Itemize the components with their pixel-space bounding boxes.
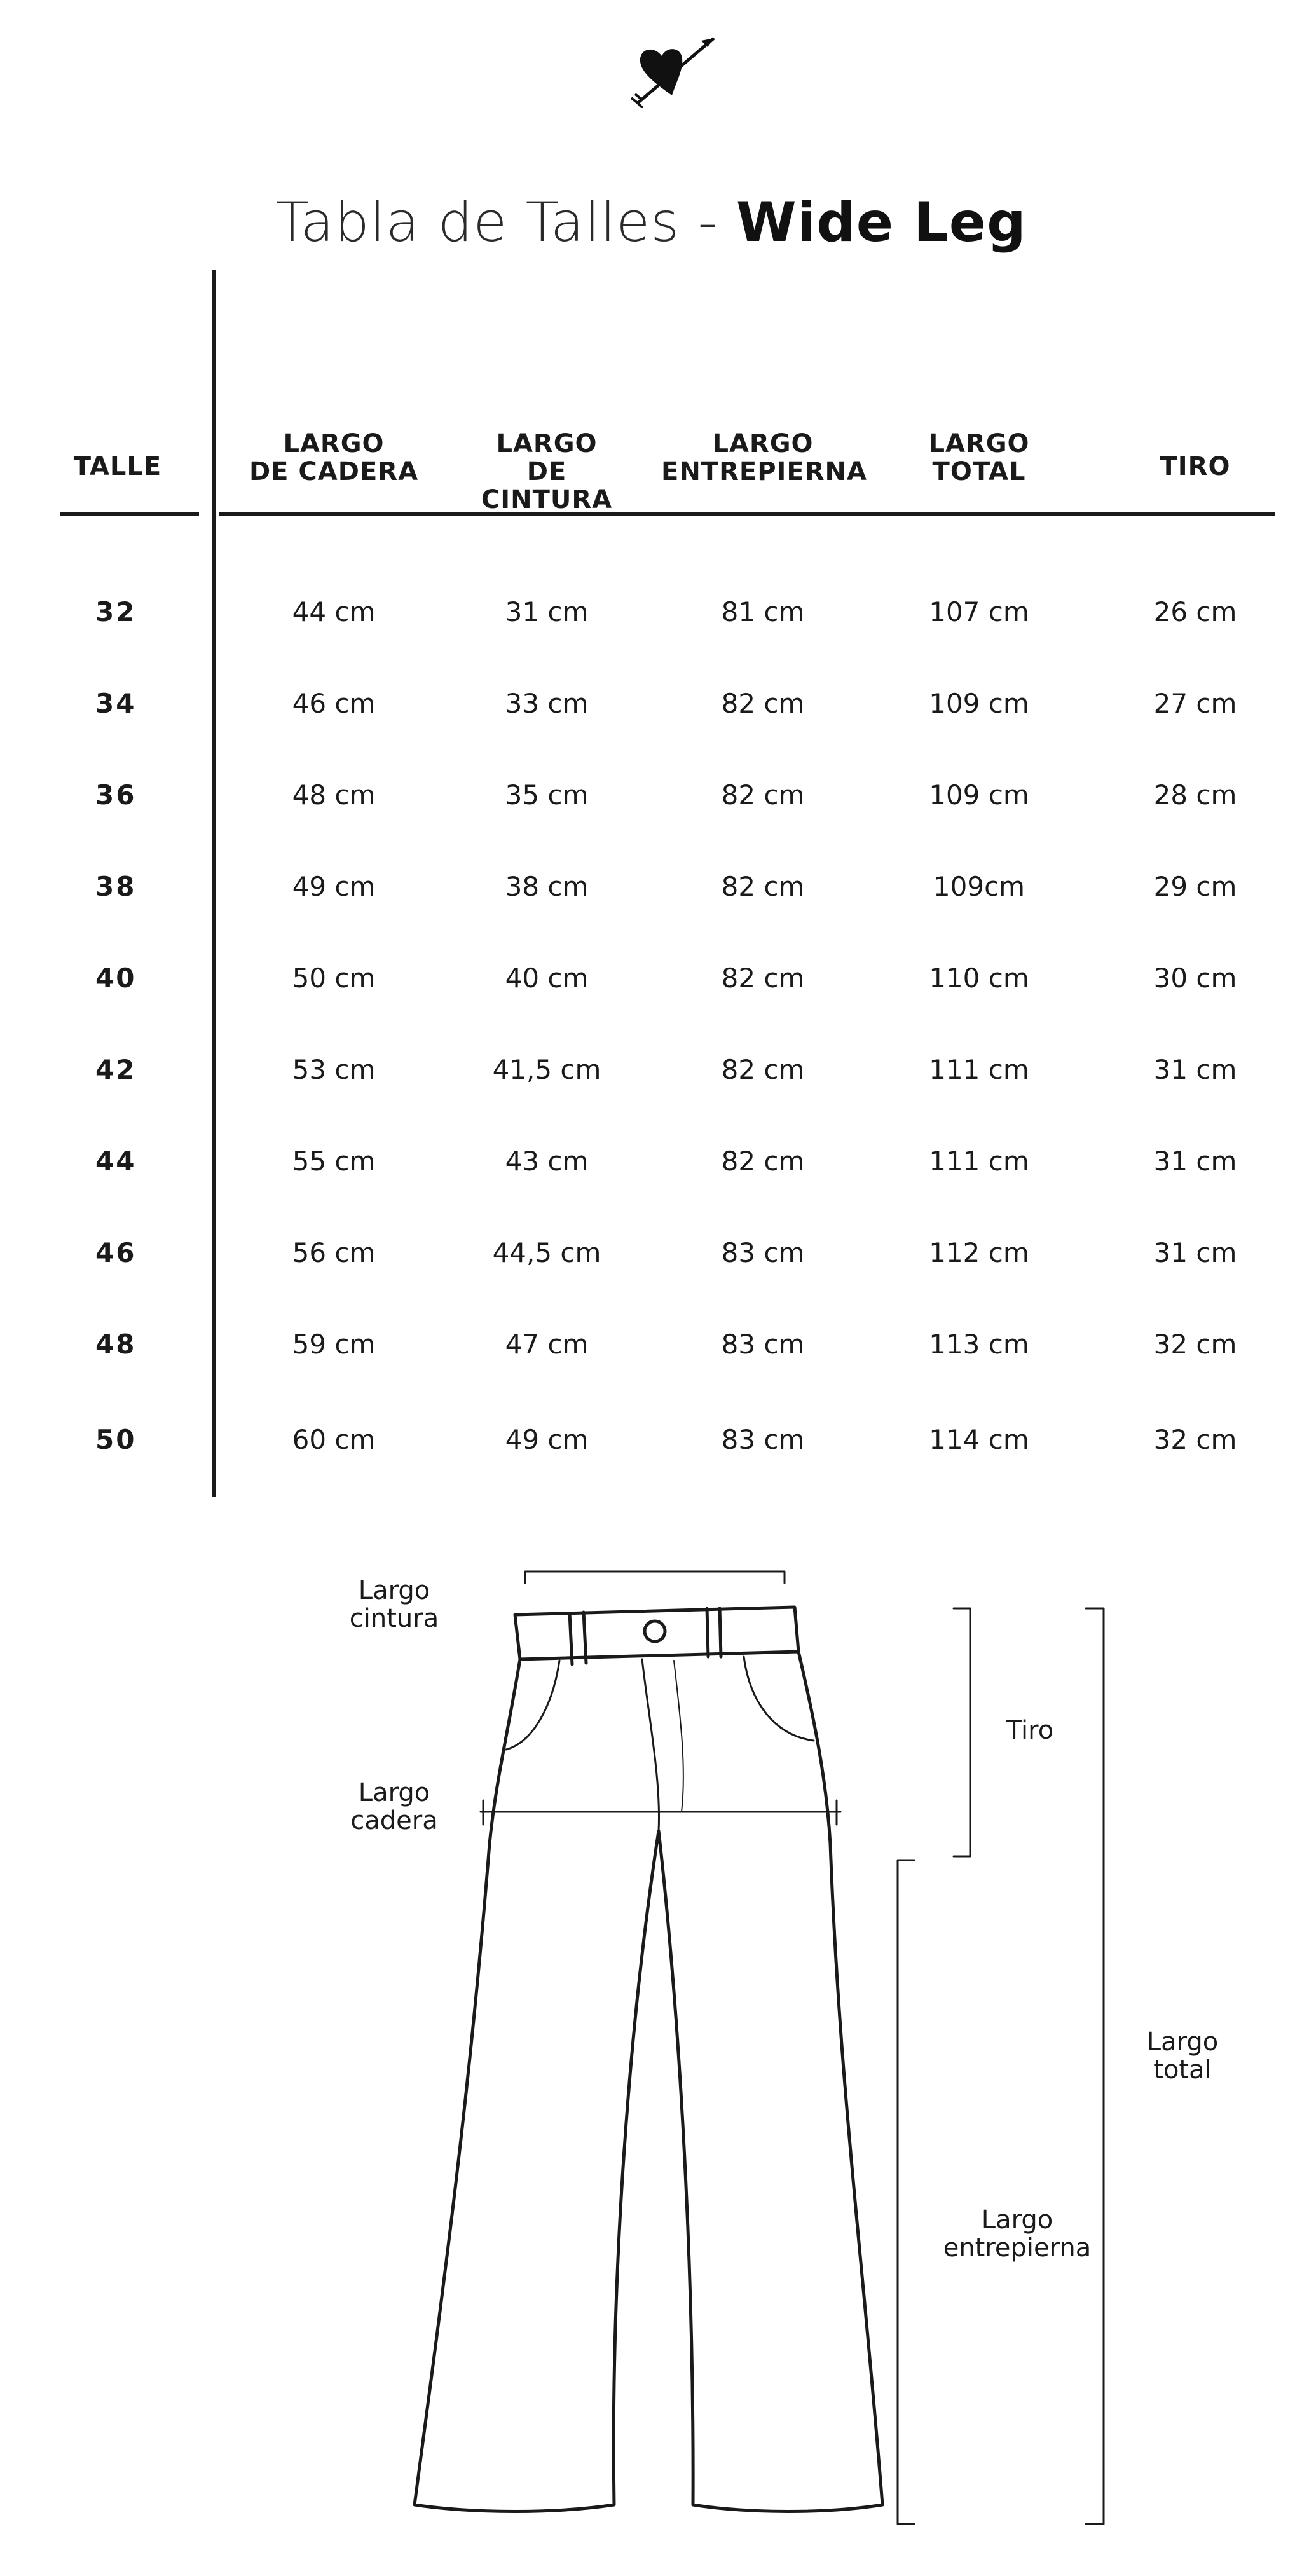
largo-cintura-cell: 44,5 cm (492, 1237, 601, 1268)
measurement-diagram (0, 1513, 1302, 2573)
size-cell: 48 (95, 1329, 137, 1360)
table-header-rule-left (60, 512, 199, 516)
tiro-cell: 31 cm (1153, 1146, 1237, 1177)
table-row (0, 596, 1302, 647)
largo-total-cell: 110 cm (929, 963, 1029, 994)
table-row (0, 963, 1302, 1013)
label-largo-cintura: Largo cintura (349, 1576, 439, 1633)
label-largo-total: Largo total (1146, 2027, 1219, 2085)
largo-cintura-cell: 49 cm (505, 1424, 589, 1455)
table-row (0, 1146, 1302, 1196)
largo-entrepierna-cell: 82 cm (721, 871, 805, 902)
size-cell: 42 (95, 1054, 137, 1085)
largo-total-cell: 111 cm (929, 1054, 1029, 1085)
largo-entrepierna-cell: 82 cm (721, 1054, 805, 1085)
largo-cadera-cell: 60 cm (292, 1424, 376, 1455)
header-talle: TALLE (73, 452, 162, 481)
largo-cadera-cell: 46 cm (292, 688, 376, 719)
header-largo-cadera: LARGO DE CADERA (249, 429, 419, 486)
label-largo-cadera: Largo cadera (350, 1778, 438, 1835)
table-row (0, 1424, 1302, 1475)
tiro-cell: 32 cm (1153, 1424, 1237, 1455)
tiro-cell: 30 cm (1153, 963, 1237, 994)
largo-total-cell: 109 cm (929, 688, 1029, 719)
header-largo-total: LARGO TOTAL (928, 429, 1030, 486)
pants-illustration (0, 1513, 1302, 2573)
largo-total-cell: 109cm (933, 871, 1025, 902)
size-cell: 34 (95, 688, 137, 719)
largo-entrepierna-cell: 83 cm (721, 1237, 805, 1268)
size-cell: 36 (95, 779, 137, 811)
largo-cadera-cell: 50 cm (292, 963, 376, 994)
tiro-cell: 28 cm (1153, 779, 1237, 811)
largo-total-cell: 114 cm (929, 1424, 1029, 1455)
largo-cadera-cell: 53 cm (292, 1054, 376, 1085)
size-cell: 32 (95, 596, 137, 627)
table-row (0, 1329, 1302, 1380)
tiro-cell: 26 cm (1153, 596, 1237, 627)
title-bold: Wide Leg (736, 191, 1027, 254)
size-cell: 46 (95, 1237, 137, 1268)
largo-cintura-cell: 47 cm (505, 1329, 589, 1360)
largo-entrepierna-cell: 82 cm (721, 963, 805, 994)
largo-entrepierna-cell: 83 cm (721, 1329, 805, 1360)
tiro-cell: 31 cm (1153, 1054, 1237, 1085)
largo-cadera-cell: 56 cm (292, 1237, 376, 1268)
largo-cintura-cell: 38 cm (505, 871, 589, 902)
label-tiro: Tiro (1006, 1716, 1054, 1745)
largo-entrepierna-cell: 81 cm (721, 596, 805, 627)
heart-arrow-icon (626, 32, 722, 108)
largo-cintura-cell: 33 cm (505, 688, 589, 719)
largo-entrepierna-cell: 82 cm (721, 779, 805, 811)
table-row (0, 1054, 1302, 1105)
size-cell: 40 (95, 963, 137, 994)
largo-entrepierna-cell: 83 cm (721, 1424, 805, 1455)
largo-cintura-cell: 31 cm (505, 596, 589, 627)
largo-entrepierna-cell: 82 cm (721, 688, 805, 719)
label-largo-entrepierna: Largo entrepierna (943, 2205, 1092, 2263)
largo-cadera-cell: 59 cm (292, 1329, 376, 1360)
header-largo-cintura: LARGO DE CINTURA (481, 429, 613, 514)
tiro-cell: 32 cm (1153, 1329, 1237, 1360)
tiro-cell: 31 cm (1153, 1237, 1237, 1268)
size-cell: 38 (95, 871, 137, 902)
largo-cintura-cell: 40 cm (505, 963, 589, 994)
header-tiro: TIRO (1160, 452, 1231, 481)
table-row (0, 871, 1302, 922)
largo-total-cell: 111 cm (929, 1146, 1029, 1177)
tiro-cell: 27 cm (1153, 688, 1237, 719)
largo-cadera-cell: 44 cm (292, 596, 376, 627)
header-largo-entrepierna: LARGO ENTREPIERNA (661, 429, 867, 486)
table-row (0, 688, 1302, 739)
page-title (0, 191, 1302, 254)
table-header-rule-right (219, 512, 1275, 516)
largo-cintura-cell: 35 cm (505, 779, 589, 811)
largo-total-cell: 113 cm (929, 1329, 1029, 1360)
size-cell: 50 (95, 1424, 137, 1455)
largo-total-cell: 112 cm (929, 1237, 1029, 1268)
size-cell: 44 (95, 1146, 137, 1177)
largo-cadera-cell: 49 cm (292, 871, 376, 902)
largo-total-cell: 107 cm (929, 596, 1029, 627)
table-row (0, 779, 1302, 830)
largo-entrepierna-cell: 82 cm (721, 1146, 805, 1177)
largo-total-cell: 109 cm (929, 779, 1029, 811)
largo-cintura-cell: 43 cm (505, 1146, 589, 1177)
largo-cintura-cell: 41,5 cm (492, 1054, 601, 1085)
table-row (0, 1237, 1302, 1288)
largo-cadera-cell: 55 cm (292, 1146, 376, 1177)
tiro-cell: 29 cm (1153, 871, 1237, 902)
title-light: Tabla de Talles - (275, 191, 736, 254)
largo-cadera-cell: 48 cm (292, 779, 376, 811)
